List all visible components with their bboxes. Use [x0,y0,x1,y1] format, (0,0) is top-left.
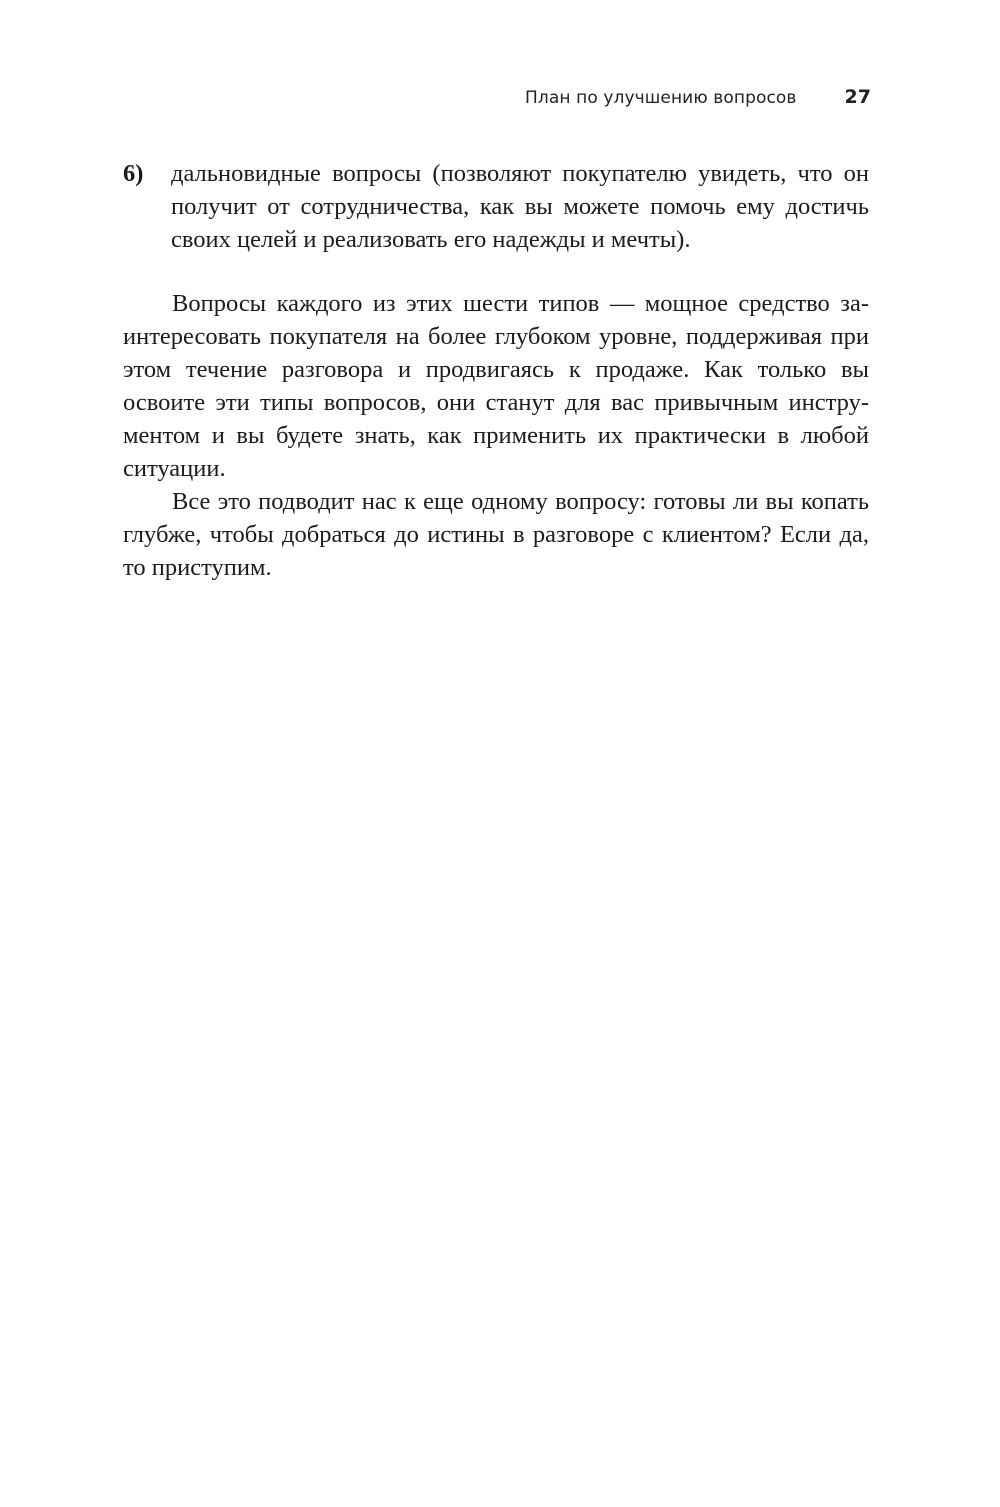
paragraph: Вопросы каждого из этих шести типов — мощное средство заинтересовать покупателя на более глубоком уровне, поддерживая при этом течение разговора и продвигаясь к продаже. Как только вы освоите эти типы вопросов, они станут для вас привычным инструментом и вы будете знать, как применить их практически в любой ситуации. [123,290,869,482]
list-item-text: дальновидные вопросы (позволяют покупателю увидеть, что он получит от сотрудничества, как вы можете помочь ему достичь своих целей и реализовать его надежды и мечты). [171,160,869,253]
running-head [525,86,871,108]
paragraph: Все это подводит нас к еще одному вопросу: готовы ли вы копать глубже, чтобы добраться до истины в разговоре с клиентом? Если да, то приступим. [123,488,869,581]
page-number: 27 [844,86,871,108]
list-item [123,157,869,256]
body-text [123,157,869,584]
list-marker: 6) [123,160,144,187]
running-title: План по улучшению вопросов [525,88,797,108]
